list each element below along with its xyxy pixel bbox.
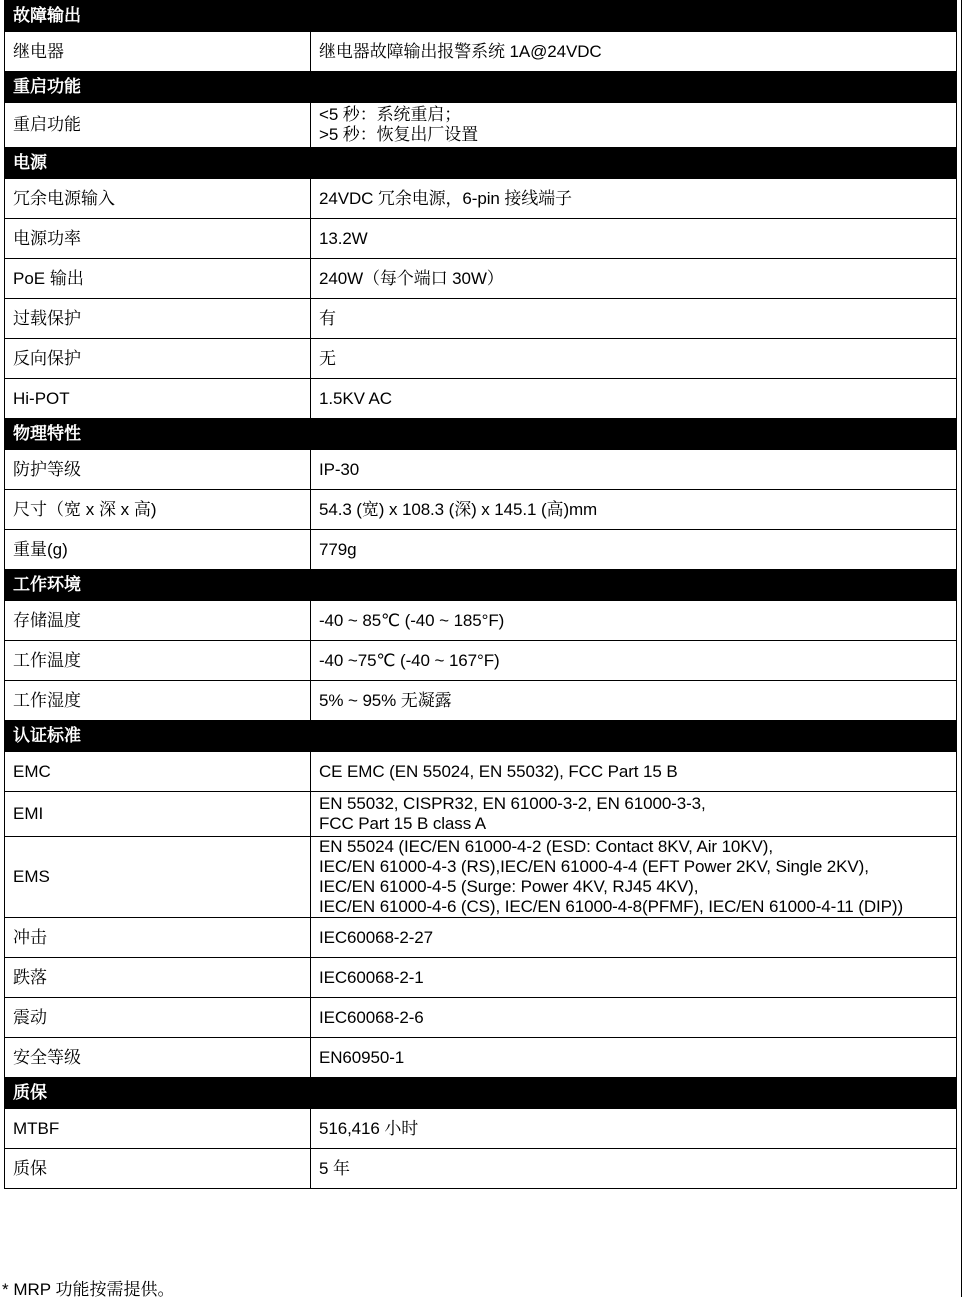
spec-value — [311, 837, 957, 918]
spec-row — [5, 490, 957, 530]
spec-value-line: IEC/EN 61000-4-6 (CS), IEC/EN 61000-4-8(PFMF), IEC/EN 61000-4-11 (DIP)) — [319, 897, 903, 916]
section-title: 质保 — [5, 1078, 957, 1109]
spec-value-line: IEC60068-2-6 — [319, 1007, 424, 1027]
spec-value — [311, 450, 957, 490]
spec-value — [311, 1109, 957, 1149]
spec-value-line: 继电器故障输出报警系统 1A@24VDC — [319, 41, 602, 61]
spec-table-body — [5, 1, 957, 1189]
spec-value-line: 1.5KV AC — [319, 388, 392, 408]
spec-row — [5, 641, 957, 681]
spec-value-line: IEC60068-2-27 — [319, 927, 433, 947]
spec-row — [5, 179, 957, 219]
spec-label: 过载保护 — [5, 299, 311, 339]
spec-label: 震动 — [5, 998, 311, 1038]
spec-value-line: 779g — [319, 539, 357, 559]
spec-row — [5, 1109, 957, 1149]
spec-row — [5, 918, 957, 958]
spec-value — [311, 752, 957, 792]
spec-value — [311, 179, 957, 219]
spec-value-line: 有 — [319, 308, 336, 328]
spec-value-line: CE EMC (EN 55024, EN 55032), FCC Part 15 B — [319, 761, 678, 781]
page-right-rule — [961, 0, 962, 1297]
spec-value-line: 13.2W — [319, 228, 368, 248]
spec-label: EMC — [5, 752, 311, 792]
spec-value-line: EN 55024 (IEC/EN 61000-4-2 (ESD: Contact 8KV, Air 10KV), — [319, 837, 773, 856]
spec-value — [311, 299, 957, 339]
spec-value — [311, 641, 957, 681]
section-title: 电源 — [5, 148, 957, 179]
spec-label: 重启功能 — [5, 103, 311, 148]
spec-row — [5, 339, 957, 379]
spec-value-line: >5 秒：恢复出厂设置 — [319, 125, 479, 144]
spec-row — [5, 1038, 957, 1078]
spec-row — [5, 299, 957, 339]
spec-value — [311, 103, 957, 148]
spec-row — [5, 958, 957, 998]
spec-value-line: 24VDC 冗余电源，6-pin 接线端子 — [319, 188, 572, 208]
spec-value-line: -40 ~ 85℃ (-40 ~ 185°F) — [319, 610, 505, 630]
section-header — [5, 1, 957, 32]
spec-value-line: EN 55032, CISPR32, EN 61000-3-2, EN 61000-3-3, — [319, 794, 706, 813]
spec-value — [311, 339, 957, 379]
spec-label: 电源功率 — [5, 219, 311, 259]
spec-row — [5, 259, 957, 299]
spec-label: 跌落 — [5, 958, 311, 998]
spec-table — [4, 0, 957, 1189]
section-header — [5, 1078, 957, 1109]
spec-row — [5, 1149, 957, 1189]
spec-value-line: FCC Part 15 B class A — [319, 814, 487, 833]
spec-value-line: -40 ~75℃ (-40 ~ 167°F) — [319, 650, 500, 670]
spec-label: 冗余电源输入 — [5, 179, 311, 219]
spec-label: 重量(g) — [5, 530, 311, 570]
spec-label: 尺寸（宽 x 深 x 高) — [5, 490, 311, 530]
spec-label: 工作温度 — [5, 641, 311, 681]
spec-value — [311, 1149, 957, 1189]
section-header — [5, 148, 957, 179]
spec-value-line: IEC/EN 61000-4-3 (RS),IEC/EN 61000-4-4 (EFT Power 2KV, Single 2KV), — [319, 857, 869, 876]
spec-row — [5, 32, 957, 72]
spec-value-line: IP-30 — [319, 459, 360, 479]
spec-value — [311, 918, 957, 958]
spec-row — [5, 837, 957, 918]
section-header — [5, 721, 957, 752]
spec-value — [311, 32, 957, 72]
section-title: 重启功能 — [5, 72, 957, 103]
section-header — [5, 72, 957, 103]
spec-label: 存储温度 — [5, 601, 311, 641]
spec-value-line: EN60950-1 — [319, 1047, 405, 1067]
spec-row — [5, 792, 957, 837]
spec-row — [5, 998, 957, 1038]
spec-value — [311, 998, 957, 1038]
spec-row — [5, 450, 957, 490]
spec-label: 防护等级 — [5, 450, 311, 490]
spec-row — [5, 681, 957, 721]
spec-label: 质保 — [5, 1149, 311, 1189]
spec-value — [311, 601, 957, 641]
spec-value-line: <5 秒：系统重启； — [319, 105, 462, 124]
spec-row — [5, 752, 957, 792]
spec-label: PoE 输出 — [5, 259, 311, 299]
section-header — [5, 570, 957, 601]
spec-label: 工作湿度 — [5, 681, 311, 721]
spec-row — [5, 379, 957, 419]
spec-row — [5, 530, 957, 570]
spec-value — [311, 792, 957, 837]
section-title: 工作环境 — [5, 570, 957, 601]
spec-value-line: IEC60068-2-1 — [319, 967, 424, 987]
section-title: 认证标准 — [5, 721, 957, 752]
spec-value-line: 无 — [319, 348, 336, 368]
spec-row — [5, 103, 957, 148]
spec-value — [311, 530, 957, 570]
spec-value — [311, 1038, 957, 1078]
section-title: 故障输出 — [5, 1, 957, 32]
spec-label: 安全等级 — [5, 1038, 311, 1078]
spec-row — [5, 601, 957, 641]
spec-value-line: 516,416 小时 — [319, 1118, 419, 1138]
footnote: * MRP 功能按需提供。 — [2, 1280, 175, 1299]
spec-value — [311, 490, 957, 530]
spec-value — [311, 259, 957, 299]
spec-label: Hi-POT — [5, 379, 311, 419]
spec-value-line: IEC/EN 61000-4-5 (Surge: Power 4KV, RJ45 4KV), — [319, 877, 699, 896]
spec-label: MTBF — [5, 1109, 311, 1149]
spec-value-line: 5% ~ 95% 无凝露 — [319, 690, 452, 710]
spec-label: EMS — [5, 837, 311, 918]
spec-row — [5, 219, 957, 259]
spec-value — [311, 379, 957, 419]
spec-value-line: 5 年 — [319, 1158, 350, 1178]
spec-value-line: 54.3 (宽) x 108.3 (深) x 145.1 (高)mm — [319, 499, 598, 519]
spec-value — [311, 219, 957, 259]
section-header — [5, 419, 957, 450]
spec-label: 反向保护 — [5, 339, 311, 379]
spec-value — [311, 958, 957, 998]
spec-label: 继电器 — [5, 32, 311, 72]
spec-label: 冲击 — [5, 918, 311, 958]
spec-value — [311, 681, 957, 721]
spec-label: EMI — [5, 792, 311, 837]
spec-value-line: 240W（每个端口 30W） — [319, 268, 504, 288]
section-title: 物理特性 — [5, 419, 957, 450]
